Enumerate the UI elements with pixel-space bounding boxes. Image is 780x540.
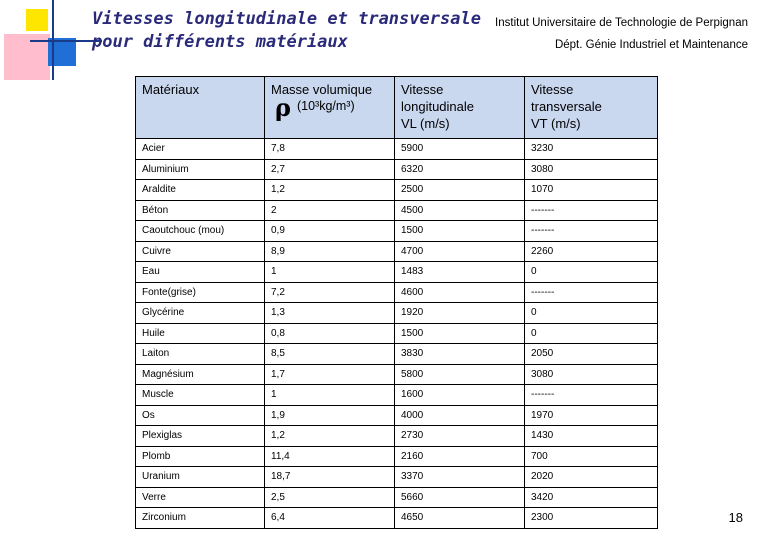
slide-title-line-2: pour différents matériaux xyxy=(92,32,348,52)
decor-yellow-square xyxy=(26,9,48,31)
cell-vl: 2160 xyxy=(395,446,525,467)
header-vt-line-1: Vitesse xyxy=(531,82,574,97)
cell-vt: 0 xyxy=(525,262,658,283)
cell-vt: 3420 xyxy=(525,487,658,508)
cell-density: 18,7 xyxy=(265,467,395,488)
header-density-label: Masse volumique xyxy=(271,82,373,97)
cell-vt: 3230 xyxy=(525,139,658,160)
cell-material: Cuivre xyxy=(136,241,265,262)
cell-material: Glycérine xyxy=(136,303,265,324)
cell-density: 8,5 xyxy=(265,344,395,365)
cell-vt: 2260 xyxy=(525,241,658,262)
cell-material: Magnésium xyxy=(136,364,265,385)
cell-vl: 1920 xyxy=(395,303,525,324)
cell-density: 1,9 xyxy=(265,405,395,426)
cell-density: 7,8 xyxy=(265,139,395,160)
cell-vt: 1970 xyxy=(525,405,658,426)
table-row xyxy=(136,446,658,467)
cell-density: 1 xyxy=(265,262,395,283)
cell-vl: 2500 xyxy=(395,180,525,201)
cell-density: 8,9 xyxy=(265,241,395,262)
cell-density: 2 xyxy=(265,200,395,221)
cell-material: Os xyxy=(136,405,265,426)
slide-title xyxy=(92,8,481,54)
header-material xyxy=(136,77,265,139)
header-vl-line-1: Vitesse xyxy=(401,82,444,97)
cell-vt: 2020 xyxy=(525,467,658,488)
cell-material: Caoutchouc (mou) xyxy=(136,221,265,242)
cell-density: 6,4 xyxy=(265,508,395,529)
cell-material: Verre xyxy=(136,487,265,508)
cell-vl: 4600 xyxy=(395,282,525,303)
cell-vl: 4000 xyxy=(395,405,525,426)
cell-vt: 2050 xyxy=(525,344,658,365)
table-row xyxy=(136,303,658,324)
cell-material: Eau xyxy=(136,262,265,283)
cell-material: Muscle xyxy=(136,385,265,406)
cell-density: 1,7 xyxy=(265,364,395,385)
cell-vl: 4700 xyxy=(395,241,525,262)
cell-vt: ------- xyxy=(525,221,658,242)
cell-vl: 4500 xyxy=(395,200,525,221)
cell-vl: 1600 xyxy=(395,385,525,406)
table-row xyxy=(136,241,658,262)
table-row xyxy=(136,467,658,488)
cell-vl: 1500 xyxy=(395,323,525,344)
materials-table xyxy=(135,76,658,529)
cell-vt: 1430 xyxy=(525,426,658,447)
cell-density: 0,9 xyxy=(265,221,395,242)
cell-density: 1,2 xyxy=(265,426,395,447)
cell-vt: 0 xyxy=(525,323,658,344)
cell-vl: 2730 xyxy=(395,426,525,447)
cell-density: 1 xyxy=(265,385,395,406)
table-row xyxy=(136,221,658,242)
cell-vl: 4650 xyxy=(395,508,525,529)
table-row xyxy=(136,385,658,406)
cell-vl: 3830 xyxy=(395,344,525,365)
cell-material: Béton xyxy=(136,200,265,221)
header-vl-line-2: longitudinale xyxy=(401,99,475,114)
table-row xyxy=(136,282,658,303)
table-row xyxy=(136,508,658,529)
cell-vl: 6320 xyxy=(395,159,525,180)
cell-density: 1,3 xyxy=(265,303,395,324)
cell-density: 11,4 xyxy=(265,446,395,467)
table-row xyxy=(136,405,658,426)
cell-vt: 2300 xyxy=(525,508,658,529)
cell-vl: 3370 xyxy=(395,467,525,488)
table-row xyxy=(136,262,658,283)
decor-vertical-line xyxy=(52,0,54,80)
cell-vl: 5800 xyxy=(395,364,525,385)
table-row xyxy=(136,200,658,221)
cell-density: 0,8 xyxy=(265,323,395,344)
table-row xyxy=(136,487,658,508)
cell-material: Acier xyxy=(136,139,265,160)
table-row xyxy=(136,364,658,385)
page-number: 18 xyxy=(728,510,743,525)
header-density-symbol-row xyxy=(271,93,388,122)
cell-density: 2,5 xyxy=(265,487,395,508)
header-vt-line-3: VT (m/s) xyxy=(531,116,581,131)
table-row xyxy=(136,426,658,447)
cell-vl: 1500 xyxy=(395,221,525,242)
cell-material: Huile xyxy=(136,323,265,344)
cell-material: Araldite xyxy=(136,180,265,201)
cell-density: 1,2 xyxy=(265,180,395,201)
table-row xyxy=(136,139,658,160)
table-row xyxy=(136,323,658,344)
cell-material: Laiton xyxy=(136,344,265,365)
institute-name: Institut Universitaire de Technologie de Perpignan xyxy=(495,17,748,29)
table-row xyxy=(136,159,658,180)
cell-vt: 3080 xyxy=(525,159,658,180)
rho-symbol: ρ xyxy=(275,93,291,122)
cell-density: 2,7 xyxy=(265,159,395,180)
department-name: Dépt. Génie Industriel et Maintenance xyxy=(554,39,748,51)
cell-vl: 5660 xyxy=(395,487,525,508)
cell-vt: 700 xyxy=(525,446,658,467)
cell-material: Zirconium xyxy=(136,508,265,529)
cell-material: Aluminium xyxy=(136,159,265,180)
cell-material: Fonte(grise) xyxy=(136,282,265,303)
table-header-row xyxy=(136,77,658,139)
table-row xyxy=(136,180,658,201)
cell-vt: ------- xyxy=(525,200,658,221)
slide-title-line-1: Vitesses longitudinale et transversale xyxy=(92,9,481,29)
cell-vt: ------- xyxy=(525,282,658,303)
cell-vt: ------- xyxy=(525,385,658,406)
header-vl xyxy=(395,77,525,139)
cell-vt: 3080 xyxy=(525,364,658,385)
cell-material: Plexiglas xyxy=(136,426,265,447)
cell-density: 7,2 xyxy=(265,282,395,303)
table-row xyxy=(136,344,658,365)
header-vl-line-3: VL (m/s) xyxy=(401,116,450,131)
cell-vl: 1483 xyxy=(395,262,525,283)
header-density-unit: (10³kg/m³) xyxy=(296,99,355,113)
cell-vt: 0 xyxy=(525,303,658,324)
header-vt-line-2: transversale xyxy=(531,99,602,114)
header-material-label: Matériaux xyxy=(142,82,200,97)
cell-vt: 1070 xyxy=(525,180,658,201)
header-vt xyxy=(525,77,658,139)
cell-material: Plomb xyxy=(136,446,265,467)
header-density xyxy=(265,77,395,139)
cell-vl: 5900 xyxy=(395,139,525,160)
table-body xyxy=(136,139,658,529)
cell-material: Uranium xyxy=(136,467,265,488)
